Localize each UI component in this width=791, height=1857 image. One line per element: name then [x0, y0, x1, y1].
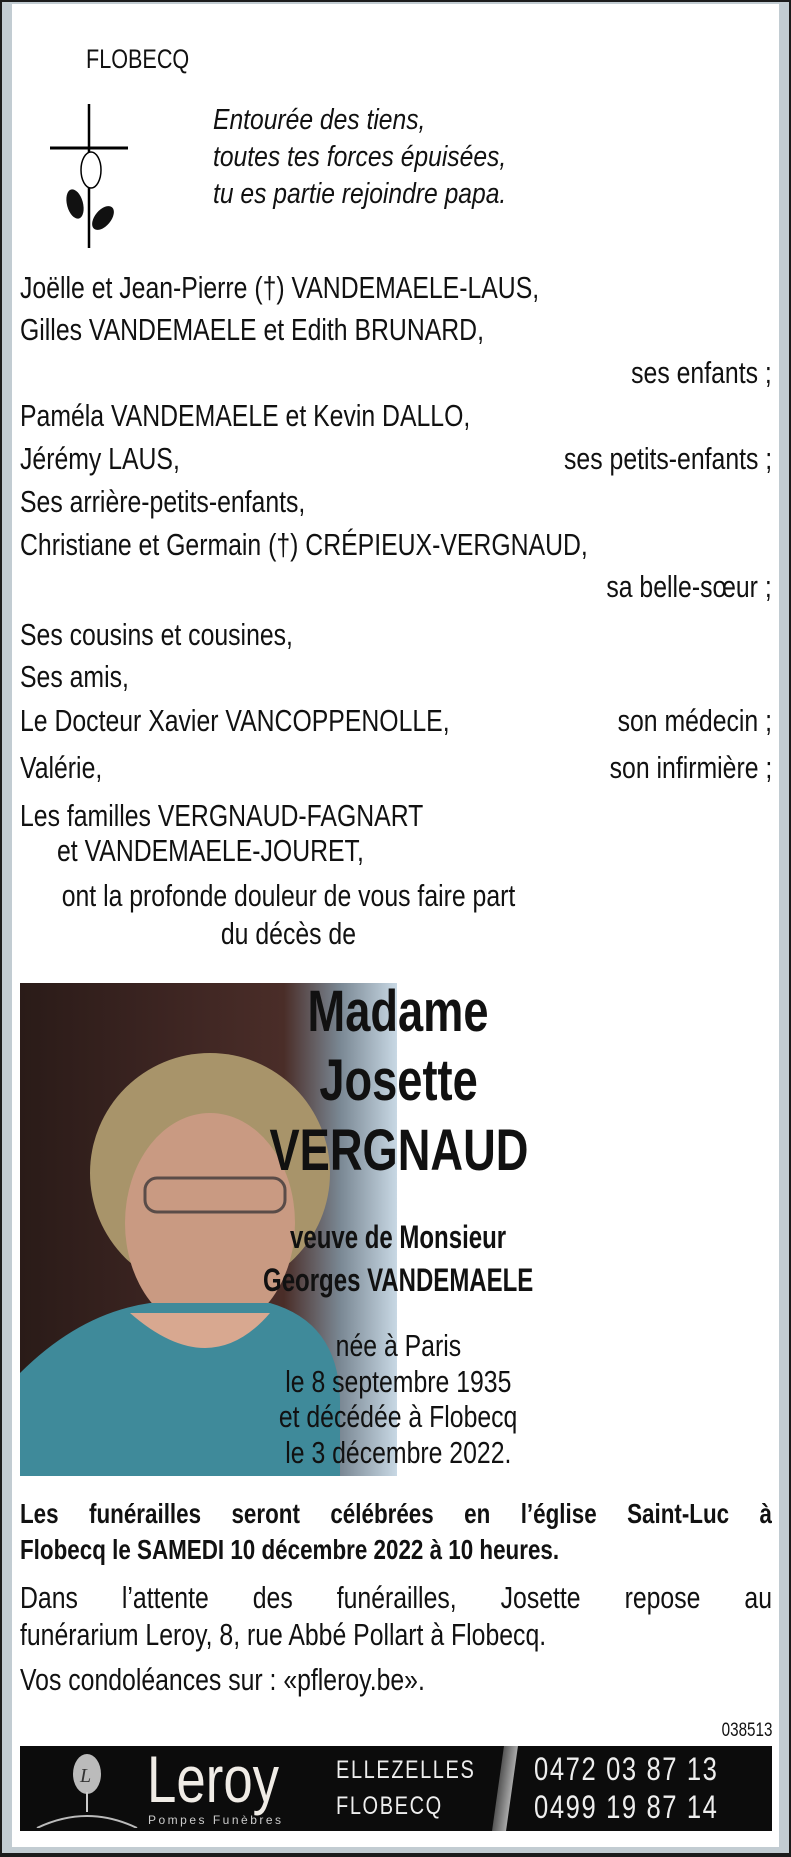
divider-swoosh — [492, 1746, 518, 1831]
cross-rose-icon — [48, 104, 130, 248]
family-line: Joëlle et Jean-Pierre (†) VANDEMAELE-LAUS, — [20, 270, 540, 305]
announcement-line: ont la profonde douleur de vous faire part — [61, 878, 516, 913]
birth-death-line: le 3 décembre 2022. — [285, 1435, 512, 1470]
poem-line: toutes tes forces épuisées, — [213, 141, 507, 173]
deceased-last-name: VERGNAUD — [269, 1118, 528, 1183]
poem-line: Entourée des tiens, — [213, 104, 426, 136]
funeral-line: Flobecq le SAMEDI 10 décembre 2022 à 10 heures. — [20, 1534, 560, 1565]
phone-1[interactable]: 0472 03 87 13 — [534, 1751, 719, 1787]
family-line: Gilles VANDEMAELE et Edith BRUNARD, — [20, 312, 484, 347]
relation-label: sa belle-sœur ; — [606, 569, 772, 604]
tree-logo-icon — [32, 1752, 142, 1828]
relation-label: ses petits-enfants ; — [563, 441, 772, 476]
family-line: Valérie, — [20, 750, 103, 785]
relation-label: son médecin ; — [617, 703, 772, 738]
deceased-first-name: Josette — [319, 1048, 478, 1113]
locality: FLOBECQ — [86, 44, 190, 74]
announcement-line: du décès de — [220, 916, 357, 951]
family-line: et VANDEMAELE-JOURET, — [57, 833, 364, 868]
family-line: Christiane et Germain (†) CRÉPIEUX-VERGNAUD, — [20, 527, 588, 562]
city-flobecq: FLOBECQ — [336, 1792, 443, 1820]
family-line: Les familles VERGNAUD-FAGNART — [20, 798, 424, 833]
widow-line: veuve de Monsieur — [290, 1219, 507, 1255]
family-line: Jérémy LAUS, — [20, 441, 180, 476]
family-line: Paméla VANDEMAELE et Kevin DALLO, — [20, 398, 471, 433]
svg-text:L: L — [80, 1765, 92, 1787]
brand-name: Leroy — [147, 1742, 280, 1816]
family-line: Ses cousins et cousines, — [20, 617, 293, 652]
visitation-line: funérarium Leroy, 8, rue Abbé Pollart à Flobecq. — [20, 1617, 547, 1652]
family-line: Ses arrière-petits-enfants, — [20, 484, 306, 519]
visitation-line: Dans l’attente des funérailles, Josette repose au — [20, 1580, 772, 1615]
birth-death-line: née à Paris — [335, 1328, 462, 1363]
family-line: Le Docteur Xavier VANCOPPENOLLE, — [20, 703, 450, 738]
birth-death-line: et décédée à Flobecq — [279, 1399, 518, 1434]
funeral-home-banner — [20, 1742, 772, 1831]
funeral-line: Les funérailles seront célébrées en l’église Saint-Luc à — [20, 1498, 772, 1529]
poem-line: tu es partie rejoindre papa. — [213, 178, 507, 210]
deceased-title: Madame — [307, 979, 490, 1044]
brand-tagline: Pompes Funèbres — [148, 1813, 284, 1827]
relation-label: son infirmière ; — [609, 750, 772, 785]
birth-death-line: le 8 septembre 1935 — [285, 1364, 512, 1399]
relation-label: ses enfants ; — [631, 355, 772, 390]
reference-number: 038513 — [721, 1720, 772, 1741]
city-ellezelles: ELLEZELLES — [336, 1756, 476, 1784]
widow-line: Georges VANDEMAELE — [263, 1262, 534, 1298]
phone-2[interactable]: 0499 19 87 14 — [534, 1789, 719, 1825]
condolences-link[interactable]: Vos condoléances sur : «pfleroy.be». — [20, 1662, 425, 1697]
family-line: Ses amis, — [20, 659, 129, 694]
